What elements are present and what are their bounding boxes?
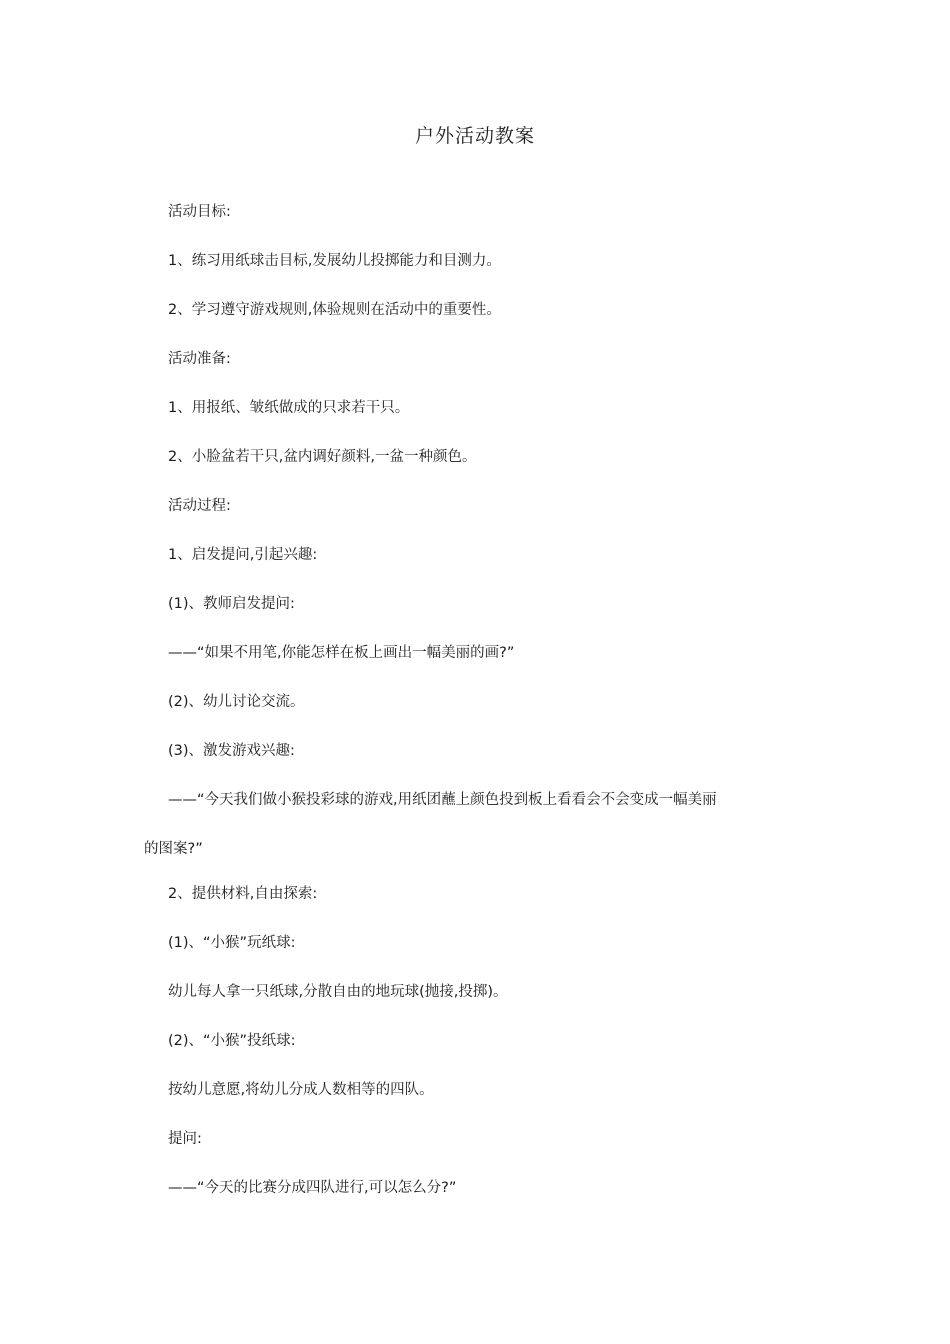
process-step-2: 2、提供材料,自由探索: xyxy=(168,886,318,902)
section-heading-preparation: 活动准备: xyxy=(168,351,231,367)
document-title: 户外活动教案 xyxy=(414,125,535,147)
process-step-2-sub-2: (2)、“小猴”投纸球: xyxy=(168,1033,296,1049)
process-step-1: 1、启发提问,引起兴趣: xyxy=(168,547,318,563)
process-step-2-sub-1: (1)、“小猴”玩纸球: xyxy=(168,935,296,951)
goal-item-2: 2、学习遵守游戏规则,体验规则在活动中的重要性。 xyxy=(168,302,501,318)
section-heading-process: 活动过程: xyxy=(168,498,231,514)
goal-item-1: 1、练习用纸球击目标,发展幼儿投掷能力和目测力。 xyxy=(168,253,501,269)
process-step-1-sub-2: (2)、幼儿讨论交流。 xyxy=(168,694,305,710)
game-intro-quote-line-1: ——“今天我们做小猴投彩球的游戏,用纸团蘸上颜色投到板上看看会不会变成一幅美丽 xyxy=(168,792,717,808)
team-division-description: 按幼儿意愿,将幼儿分成人数相等的四队。 xyxy=(168,1082,434,1098)
preparation-item-1: 1、用报纸、皱纸做成的只求若干只。 xyxy=(168,400,410,416)
preparation-item-2: 2、小脸盆若干只,盆内调好颜料,一盆一种颜色。 xyxy=(168,449,477,465)
teacher-question-quote: ——“如果不用笔,你能怎样在板上画出一幅美丽的画?” xyxy=(168,645,515,661)
play-ball-description: 幼儿每人拿一只纸球,分散自由的地玩球(抛接,投掷)。 xyxy=(168,984,508,1000)
document-body xyxy=(144,200,814,1225)
section-heading-goals: 活动目标: xyxy=(168,204,231,220)
game-intro-quote-line-2: 的图案?” xyxy=(144,841,203,857)
process-step-1-sub-3: (3)、激发游戏兴趣: xyxy=(168,743,295,759)
question-label: 提问: xyxy=(168,1131,202,1147)
game-intro-quote xyxy=(144,788,814,862)
team-question-quote: ——“今天的比赛分成四队进行,可以怎么分?” xyxy=(168,1180,457,1196)
process-step-1-sub-1: (1)、教师启发提问: xyxy=(168,596,295,612)
